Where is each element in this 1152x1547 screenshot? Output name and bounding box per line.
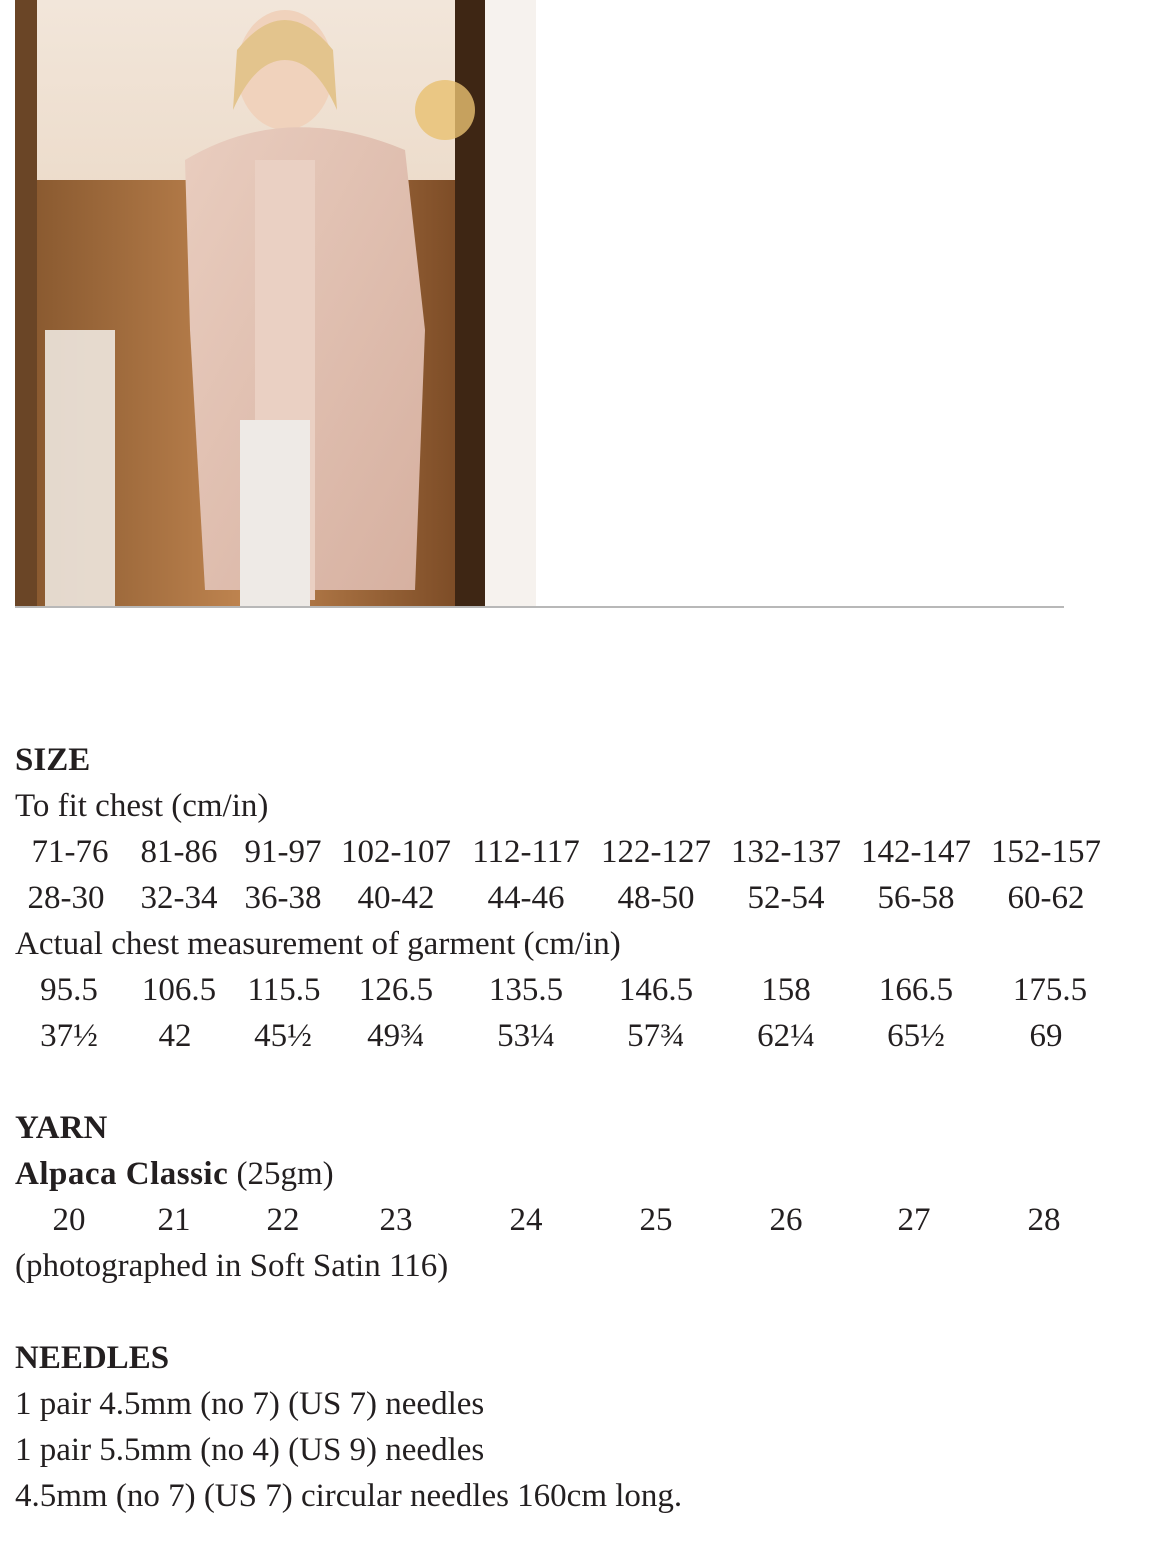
- yarn-name: Alpaca Classic: [15, 1156, 229, 1192]
- fit-in-cell: 56-58: [877, 880, 955, 916]
- yarn-ball-cell: 26: [769, 1202, 803, 1238]
- actual-in-cell: 57¾: [627, 1018, 685, 1054]
- fit-in-cell: 40-42: [357, 880, 435, 916]
- yarn-note: (photographed in Soft Satin 116): [15, 1248, 449, 1284]
- fit-cm-cell: 91-97: [244, 834, 322, 870]
- fit-chest-label: To fit chest (cm/in): [15, 788, 269, 824]
- actual-chest-label: Actual chest measurement of garment (cm/in): [15, 926, 621, 962]
- fit-cm-cell: 152-157: [991, 834, 1101, 870]
- yarn-ball-cell: 25: [639, 1202, 673, 1238]
- fit-cm-cell: 112-117: [472, 834, 580, 870]
- fit-cm-cell: 81-86: [140, 834, 218, 870]
- yarn-ball-cell: 20: [52, 1202, 86, 1238]
- actual-in-cell: 69: [1029, 1018, 1063, 1054]
- fit-in-cell: 28-30: [27, 880, 105, 916]
- yarn-ball-cell: 24: [509, 1202, 543, 1238]
- needles-line: 4.5mm (no 7) (US 7) circular needles 160cm long.: [15, 1478, 683, 1514]
- yarn-weight: (25gm): [236, 1156, 334, 1192]
- actual-cm-cell: 106.5: [141, 972, 217, 1008]
- divider-line: [15, 606, 1064, 608]
- yarn-line: [15, 1154, 334, 1194]
- needles-line: 1 pair 5.5mm (no 4) (US 9) needles: [15, 1432, 485, 1468]
- fit-cm-cell: 142-147: [861, 834, 971, 870]
- fit-in-cell: 52-54: [747, 880, 825, 916]
- yarn-ball-cell: 27: [897, 1202, 931, 1238]
- actual-in-cell: 42: [158, 1018, 192, 1054]
- actual-in-cell: 45½: [254, 1018, 312, 1054]
- actual-cm-cell: 158: [761, 972, 811, 1008]
- fit-cm-cell: 132-137: [731, 834, 841, 870]
- fit-in-cell: 32-34: [140, 880, 218, 916]
- actual-in-cell: 62¼: [757, 1018, 815, 1054]
- actual-cm-cell: 126.5: [358, 972, 434, 1008]
- yarn-heading: YARN: [15, 1110, 108, 1146]
- actual-cm-cell: 95.5: [40, 972, 98, 1008]
- fit-in-cell: 60-62: [1007, 880, 1085, 916]
- fit-in-cell: 36-38: [244, 880, 322, 916]
- needles-heading: NEEDLES: [15, 1340, 170, 1376]
- fit-in-cell: 48-50: [617, 880, 695, 916]
- yarn-ball-cell: 22: [266, 1202, 300, 1238]
- actual-cm-cell: 166.5: [878, 972, 954, 1008]
- actual-in-cell: 37½: [40, 1018, 98, 1054]
- actual-cm-cell: 115.5: [247, 972, 321, 1008]
- fit-cm-cell: 122-127: [601, 834, 711, 870]
- garment-photo: [15, 0, 536, 607]
- actual-in-cell: 53¼: [497, 1018, 555, 1054]
- photo-illustration: [15, 0, 536, 607]
- actual-in-cell: 49¾: [367, 1018, 425, 1054]
- yarn-ball-cell: 21: [157, 1202, 191, 1238]
- actual-in-cell: 65½: [887, 1018, 945, 1054]
- needles-line: 1 pair 4.5mm (no 7) (US 7) needles: [15, 1386, 485, 1422]
- yarn-ball-cell: 23: [379, 1202, 413, 1238]
- fit-cm-cell: 71-76: [31, 834, 109, 870]
- actual-cm-cell: 135.5: [488, 972, 564, 1008]
- actual-cm-cell: 175.5: [1012, 972, 1088, 1008]
- actual-cm-cell: 146.5: [618, 972, 694, 1008]
- yarn-ball-cell: 28: [1027, 1202, 1061, 1238]
- size-heading: SIZE: [15, 742, 91, 778]
- fit-cm-cell: 102-107: [341, 834, 451, 870]
- fit-in-cell: 44-46: [487, 880, 565, 916]
